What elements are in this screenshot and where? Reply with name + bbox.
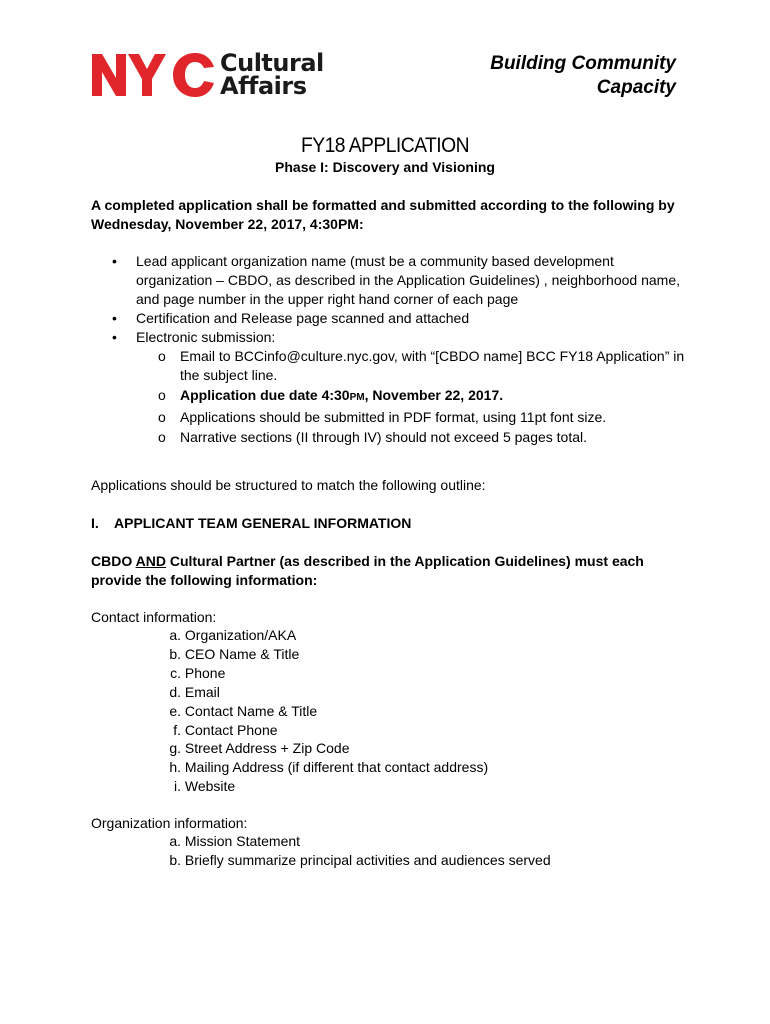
sublist-text: Email to BCCinfo@culture.nyc.gov, with “[CBDO name] BCC FY18 Application” in the subject line. [180,348,685,383]
item-text: Briefly summarize principal activities and audiences served [184,851,551,868]
logo-line-cultural: Cultural [220,49,324,77]
requirement-item [112,252,692,309]
outline-intro: Applications should be structured to match the following outline: [91,477,486,493]
item-text: Email [184,683,220,700]
item-letter: a. [169,627,181,643]
requirement-text: Lead applicant organization name (must be a community based development organization – CBDO, as described in the Application Guidelines) , neighborhood name, and page number in the upper right hand corner of each page [136,253,680,307]
section-number: I. [91,515,99,531]
requirements-list [112,252,692,448]
due-date-text [180,387,503,403]
logo-wordmark [220,49,324,100]
item-letter: g. [169,740,181,757]
section-heading [91,514,411,533]
list-item [156,739,488,758]
tagline-line-2: Capacity [596,77,676,98]
item-text: Organization/AKA [184,627,297,643]
item-letter: d. [169,683,181,700]
nyc-cultural-affairs-logo [92,49,332,100]
sub-bullet-marker: o [158,348,166,364]
sublist-item [158,347,692,385]
cbdo-instruction [91,552,691,590]
item-letter: e. [169,702,181,719]
page-subtitle: Phase I: Discovery and Visioning [275,159,495,175]
sub-bullet-marker: o [158,387,166,403]
item-letter: f. [173,721,181,738]
sublist-text: Applications should be submitted in PDF format, using 11pt font size. [180,409,607,425]
item-letter: h. [169,759,181,776]
requirement-text: Certification and Release page scanned and attached [136,310,470,326]
tagline [490,52,676,100]
item-text: Phone [184,664,226,681]
due-date-part-b: , November 22, 2017. [364,387,504,403]
sublist-item [158,386,692,407]
cbdo-and: AND [135,553,166,569]
item-letter: b. [169,851,181,868]
sub-bullet-marker: o [158,429,166,445]
contact-info-title: Contact information: [91,609,217,625]
cbdo-lead: CBDO [91,553,136,569]
cbdo-rest: Cultural Partner (as described in the Application Guidelines) must each provide the following information: [91,553,644,588]
sublist-item [158,408,692,427]
item-letter: a. [169,833,181,849]
item-text: CEO Name & Title [184,645,300,662]
tagline-line-1: Building Community [490,53,676,74]
item-text: Mission Statement [184,833,301,849]
list-item [156,851,551,870]
list-item [156,758,488,777]
sub-bullet-marker: o [158,409,166,425]
due-date-pm: PM [349,392,365,403]
logo-line-affairs: Affairs [220,72,307,100]
item-letter: b. [169,645,181,662]
item-letter: i. [174,778,181,795]
contact-info-list [156,626,488,796]
requirement-item [112,309,692,328]
item-text: Website [184,778,236,795]
section-title: APPLICANT TEAM GENERAL INFORMATION [114,515,412,531]
list-item [156,721,488,740]
item-text: Contact Phone [184,721,278,738]
organization-info-title: Organization information: [91,815,248,831]
item-letter: c. [170,664,181,681]
list-item [156,832,551,851]
list-item [156,777,488,796]
item-text: Contact Name & Title [184,702,318,719]
sublist-text: Narrative sections (II through IV) should not exceed 5 pages total. [180,429,588,445]
intro-paragraph: A completed application shall be formatted and submitted according to the following by Wednesday, November 22, 2017, 4:30PM: [91,197,675,232]
requirement-text: Electronic submission: [136,329,276,345]
submission-sublist [158,347,692,447]
requirement-item [112,328,692,447]
nyc-logo-icon [92,52,216,98]
page-title: FY18 APPLICATION [301,134,469,157]
list-item [156,683,488,702]
item-text: Mailing Address (if different that contact address) [184,759,489,776]
organization-info-list [156,832,551,870]
due-date-part-a: Application due date 4:30 [180,387,350,403]
list-item [156,645,488,664]
list-item [156,626,488,645]
list-item [156,664,488,683]
item-text: Street Address + Zip Code [184,740,350,757]
sublist-item [158,428,692,447]
list-item [156,702,488,721]
